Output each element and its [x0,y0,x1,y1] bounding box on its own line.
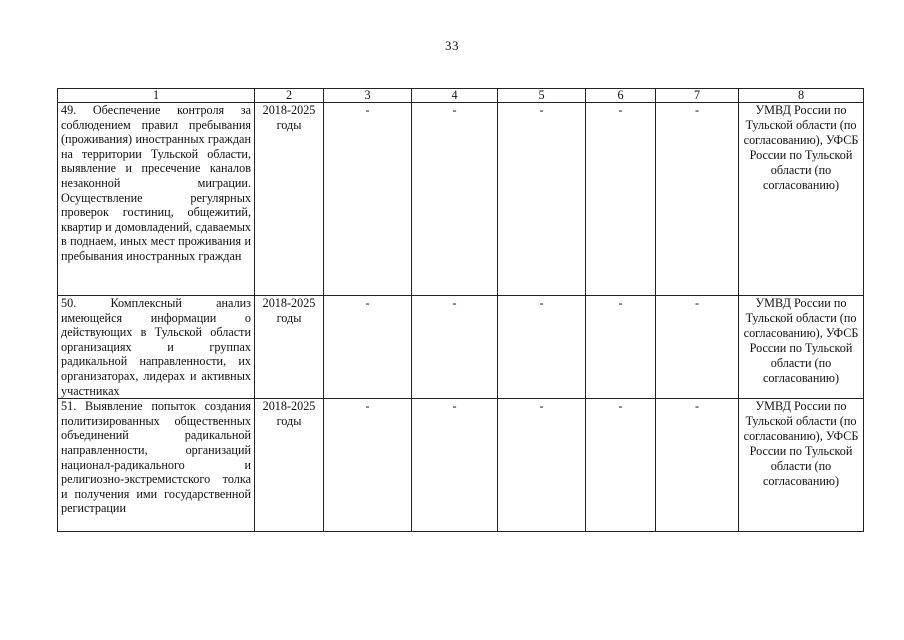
cell-col-4: - [412,296,498,399]
cell-col-7: - [656,103,739,296]
header-row [58,89,864,103]
cell-col-6: - [586,103,656,296]
cell-col-4: - [412,399,498,532]
cell-col-3: - [324,399,412,532]
cell-col-6: - [586,296,656,399]
measure-description: 49. Обеспечение контроля за соблюдением правил пребывания (проживания) иностранных граждан на территории Тульской области, выявление и пресечение каналов незаконной миграции. Осуществление регулярных проверок гостиниц, общежитий, квартир и домовладений, сдаваемых в поднаем, иных мест проживания и пребывания иностранных граждан [58,103,255,296]
header-col-6: 6 [586,89,656,103]
header-col-5: 5 [498,89,586,103]
header-col-3: 3 [324,89,412,103]
cell-col-5: - [498,296,586,399]
header-col-8: 8 [739,89,864,103]
cell-col-3: - [324,296,412,399]
cell-col-5: - [498,399,586,532]
header-col-2: 2 [255,89,324,103]
cell-col-7: - [656,399,739,532]
header-col-7: 7 [656,89,739,103]
table-row [58,103,864,296]
measure-description: 51. Выявление попыток создания политизированных общественных объединений радикальной направленности, организаций национал-радикального и религиозно-экстремистского толка и получения ими государственной регистрации [58,399,255,532]
cell-col-6: - [586,399,656,532]
header-col-1: 1 [58,89,255,103]
measure-description: 50. Комплексный анализ имеющейся информации о действующих в Тульской области организациях и группах радикальной направленности, их организаторах, лидерах и активных участниках [58,296,255,399]
measure-responsible: УМВД России по Тульской области (по согласованию), УФСБ России по Тульской области (по согласованию) [739,399,864,532]
header-col-4: 4 [412,89,498,103]
table-row [58,399,864,532]
cell-col-4: - [412,103,498,296]
page-number: 33 [445,38,459,53]
measure-period: 2018-2025 годы [255,296,324,399]
table-row [58,296,864,399]
measure-responsible: УМВД России по Тульской области (по согласованию), УФСБ России по Тульской области (по согласованию) [739,103,864,296]
cell-col-7: - [656,296,739,399]
cell-col-3: - [324,103,412,296]
measures-table [57,88,864,532]
measure-period: 2018-2025 годы [255,399,324,532]
cell-col-5: - [498,103,586,296]
measure-responsible: УМВД России по Тульской области (по согласованию), УФСБ России по Тульской области (по согласованию) [739,296,864,399]
measure-period: 2018-2025 годы [255,103,324,296]
